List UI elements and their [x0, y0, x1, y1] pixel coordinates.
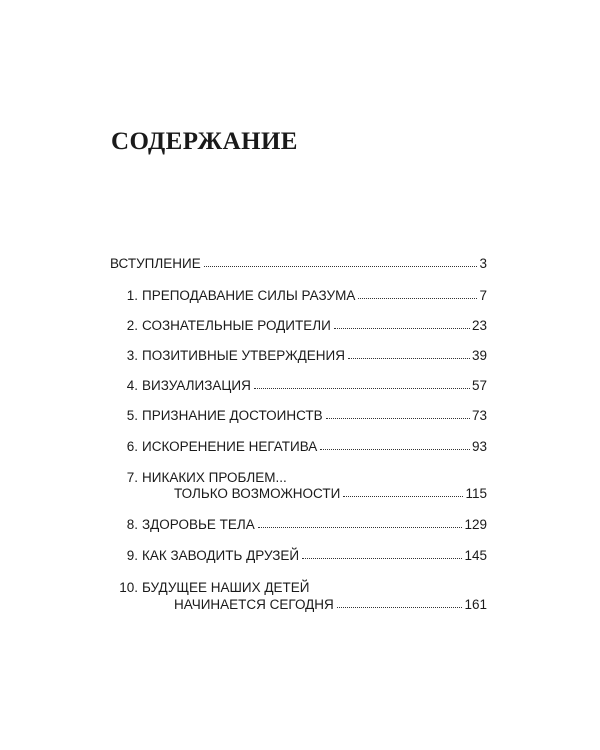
toc-entry-title: ПРИЗНАНИЕ ДОСТОИНСТВ	[142, 408, 323, 423]
toc-entry-chapter-8[interactable]	[110, 517, 487, 533]
toc-entry-title: ВИЗУАЛИЗАЦИЯ	[142, 378, 251, 393]
chapter-number: 10.	[119, 580, 138, 595]
toc-entry-page: 93	[471, 439, 487, 454]
dot-leader	[348, 348, 470, 359]
toc-entry-page: 23	[471, 318, 487, 333]
chapter-number: 8.	[126, 517, 138, 532]
chapter-number: 2.	[126, 318, 138, 333]
toc-entry-page: 115	[465, 486, 487, 501]
toc-entry-title-line2: ТОЛЬКО ВОЗМОЖНОСТИ	[174, 486, 341, 501]
toc-entry-chapter-1[interactable]	[110, 288, 487, 304]
toc-entry-intro[interactable]	[110, 256, 487, 272]
toc-entry-page: 3	[479, 256, 487, 271]
dot-leader	[254, 378, 470, 389]
toc-entry-title: КАК ЗАВОДИТЬ ДРУЗЕЙ	[142, 548, 300, 563]
toc-entry-chapter-4[interactable]	[110, 378, 487, 394]
toc-entry-title: СОЗНАТЕЛЬНЫЕ РОДИТЕЛИ	[142, 318, 331, 333]
toc-entry-chapter-3[interactable]	[110, 348, 487, 364]
dot-leader	[326, 408, 470, 419]
toc-entry-title-line2: НАЧИНАЕТСЯ СЕГОДНЯ	[174, 597, 334, 612]
toc-entry-title: ВСТУПЛЕНИЕ	[110, 256, 201, 271]
chapter-number: 7.	[126, 470, 138, 485]
toc-entry-page: 39	[471, 348, 487, 363]
dot-leader	[358, 288, 477, 299]
page-title: СОДЕРЖАНИЕ	[111, 128, 298, 155]
toc-entry-page: 145	[464, 548, 487, 563]
toc-entry-chapter-2[interactable]	[110, 318, 487, 334]
toc-entry-page: 7	[479, 288, 487, 303]
dot-leader	[204, 256, 478, 267]
toc-entry-page: 129	[464, 517, 487, 532]
dot-leader	[334, 318, 470, 329]
toc-entry-page: 57	[471, 378, 487, 393]
dot-leader	[337, 597, 463, 608]
toc-entry-chapter-5[interactable]	[110, 408, 487, 424]
chapter-number: 4.	[126, 378, 138, 393]
chapter-number: 9.	[126, 548, 138, 563]
toc-entry-title: ИСКОРЕНЕНИЕ НЕГАТИВА	[142, 439, 318, 454]
toc-entry-chapter-7[interactable]	[110, 470, 487, 486]
dot-leader	[302, 548, 462, 559]
toc-entry-chapter-10[interactable]	[110, 580, 487, 596]
toc-entry-title: ПРЕПОДАВАНИЕ СИЛЫ РАЗУМА	[142, 288, 356, 303]
toc-entry-chapter-9[interactable]	[110, 548, 487, 564]
toc-entry-title: ПОЗИТИВНЫЕ УТВЕРЖДЕНИЯ	[142, 348, 345, 363]
toc-entry-page: 73	[471, 408, 487, 423]
toc-entry-chapter-10-continuation[interactable]	[174, 597, 487, 613]
chapter-number: 6.	[126, 439, 138, 454]
toc-entry-title-line1: НИКАКИХ ПРОБЛЕМ...	[142, 470, 287, 485]
toc-entry-chapter-7-continuation[interactable]	[174, 486, 487, 502]
chapter-number: 1.	[126, 288, 138, 303]
dot-leader	[320, 439, 470, 450]
chapter-number: 3.	[126, 348, 138, 363]
toc-entry-title: ЗДОРОВЬЕ ТЕЛА	[142, 517, 255, 532]
chapter-number: 5.	[126, 408, 138, 423]
dot-leader	[343, 486, 463, 497]
toc-entry-chapter-6[interactable]	[110, 439, 487, 455]
dot-leader	[258, 517, 463, 528]
toc-entry-page: 161	[464, 597, 487, 612]
toc-entry-title-line1: БУДУЩЕЕ НАШИХ ДЕТЕЙ	[142, 580, 310, 595]
